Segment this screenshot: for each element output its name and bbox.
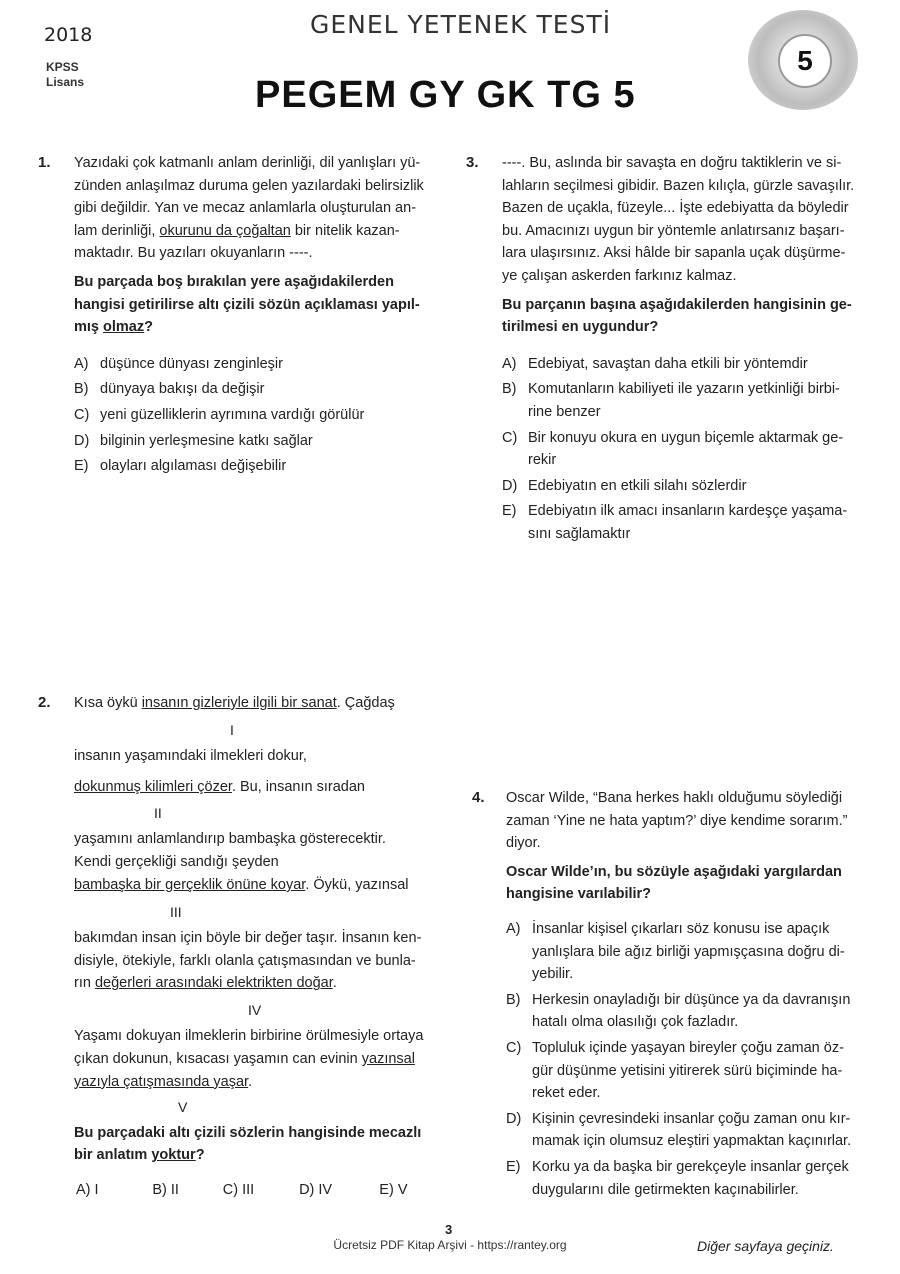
option-text: düşünce dünyası zenginleşir — [100, 355, 283, 372]
option-d[interactable] — [502, 475, 866, 498]
option-text — [532, 1037, 844, 1105]
option-line: mamak için olumsuz eleştiri yapmaktan kaçınırlar. — [532, 1133, 852, 1150]
option-letter: E) — [74, 458, 89, 475]
underlined-phrase: okurunu da çoğaltan — [159, 222, 291, 239]
stem-line: ye çalışan askerden farkınız kalmaz. — [502, 267, 737, 284]
option-line: Edebiyatın ilk amacı insanların kardeşçe yaşama- — [528, 503, 848, 520]
next-page-note: Diğer sayfaya geçiniz. — [697, 1238, 834, 1254]
option-text: bilginin yerleşmesine katkı sağlar — [100, 432, 313, 449]
question-stem — [502, 152, 866, 546]
option-line: hatalı olma olasılığı çok fazladır. — [532, 1014, 739, 1031]
prompt-line: tirilmesi en uygundur? — [502, 319, 659, 336]
prompt-text: ? — [195, 1147, 205, 1164]
kpss-label: KPSS — [46, 60, 79, 74]
option-letter: D) — [502, 477, 518, 494]
test-number-badge — [748, 10, 858, 110]
option-line: sını sağlamaktır — [528, 525, 631, 542]
question-prompt — [74, 1122, 438, 1168]
option-d[interactable] — [74, 430, 433, 453]
question-1 — [38, 152, 433, 478]
stem-text: rın — [74, 975, 95, 992]
option-e[interactable] — [502, 500, 866, 545]
underlined-phrase-1: insanın gizleriyle ilgili bir sanat — [141, 695, 337, 711]
stem-line — [74, 1048, 438, 1071]
option-text — [528, 475, 746, 498]
roman-numeral-5: V — [178, 1098, 188, 1115]
underlined-phrase-5a: yazınsal — [361, 1050, 415, 1067]
question-prompt — [506, 861, 867, 906]
stem-line: lahların seçilmesi gibidir. Bazen kılıçla, gürzle savaşılır. — [502, 177, 855, 194]
option-text — [528, 427, 843, 472]
roman-numeral-1: I — [230, 721, 234, 738]
stem-text: . — [332, 975, 337, 992]
stem-line: yaşamını anlamlandırıp bambaşka gösterecektir. — [74, 831, 386, 848]
option-text — [528, 353, 808, 376]
option-letter: E) — [502, 503, 517, 520]
option-letter: C) — [222, 1182, 239, 1199]
option-a[interactable] — [76, 1179, 152, 1202]
stem-line: bakımdan insan için böyle bir değer taşır. İnsanın ken- — [74, 929, 422, 946]
option-line: gür düşünme yetisini yitirerek sürü biçiminde ha- — [532, 1062, 843, 1079]
option-text — [532, 1108, 851, 1153]
stem-line: Kendi gerçekliği sandığı şeyden — [74, 854, 279, 871]
question-stem — [506, 787, 867, 1201]
answer-options — [506, 918, 867, 1201]
option-letter: C) — [74, 406, 90, 423]
option-letter: A) — [74, 355, 89, 372]
prompt-line: hangisi getirilirse altı çizili sözün açıklaması yapıl- — [74, 296, 420, 313]
badge-number: 5 — [778, 34, 832, 88]
option-c[interactable] — [506, 1037, 867, 1105]
option-line: Kişinin çevresindeki insanlar çoğu zaman onu kır- — [532, 1110, 851, 1127]
option-d[interactable] — [506, 1108, 867, 1153]
test-title: GENEL YETENEK TESTİ — [310, 10, 612, 39]
option-letter: B) — [152, 1182, 167, 1199]
option-line: yebilir. — [532, 966, 574, 983]
option-letter: A) — [502, 355, 517, 372]
question-4 — [472, 787, 867, 1201]
stem-line: lara ulaşırsınız. Aksi hâlde bir sapanla uçak düşürme- — [502, 245, 846, 262]
stem-text: . Öykü, yazınsal — [305, 876, 409, 893]
option-text: IV — [318, 1182, 333, 1199]
prompt-line — [74, 1144, 438, 1167]
option-letter: A) — [506, 920, 521, 937]
option-line: Bir konuyu okura en uygun biçemle aktarmak ge- — [528, 429, 844, 446]
stem-line — [74, 1071, 438, 1094]
prompt-line: Bu parçadaki altı çizili sözlerin hangisinde mecazlı — [74, 1124, 422, 1141]
stem-line: insanın yaşamındaki ilmekleri dokur, — [74, 747, 307, 764]
option-text: I — [94, 1182, 99, 1199]
option-line: rekir — [528, 452, 557, 469]
option-text — [532, 918, 845, 986]
option-b[interactable] — [506, 989, 867, 1034]
answer-options — [74, 353, 433, 478]
option-letter: C) — [502, 429, 518, 446]
stem-line: bu. Amacınızı uygun bir yöntemle anlatırsanız başarı- — [502, 222, 845, 239]
option-letter: E) — [506, 1158, 521, 1175]
question-3 — [466, 152, 866, 546]
option-line: rine benzer — [528, 403, 601, 420]
page-title: PEGEM GY GK TG 5 — [255, 74, 636, 116]
option-line: Komutanların kabiliyeti ile yazarın yetkinliği birbi- — [528, 381, 840, 398]
stem-text: Kısa öykü — [74, 695, 142, 711]
option-text: V — [397, 1182, 408, 1199]
roman-numeral-3: III — [170, 903, 182, 920]
option-line: reket eder. — [532, 1085, 601, 1102]
prompt-line: Oscar Wilde’ın, bu sözüyle aşağıdaki yargılardan — [506, 863, 842, 880]
question-number: 3. — [466, 154, 479, 171]
prompt-text: bir anlatım — [74, 1147, 152, 1164]
option-d[interactable] — [299, 1179, 379, 1202]
option-line: İnsanlar kişisel çıkarları söz konusu ise apaçık — [532, 920, 830, 937]
stem-line: gibi değildir. Yan ve mecaz anlamlarla oluşturulan an- — [74, 200, 417, 217]
option-text: dünyaya bakışı da değişir — [100, 381, 265, 398]
stem-line: zaman ‘Yine ne hata yaptım?’ diye kendime sorarım.” — [506, 812, 848, 829]
stem-line: Yazıdaki çok katmanlı anlam derinliği, dil yanlışları yü- — [74, 155, 421, 171]
option-text — [528, 378, 840, 423]
option-text: yeni güzelliklerin ayrımına vardığı görülür — [100, 406, 365, 423]
option-b[interactable] — [74, 378, 433, 401]
underlined-phrase-4: değerleri arasındaki elektrikten doğar — [94, 975, 333, 992]
prompt-line — [74, 316, 433, 339]
question-prompt — [74, 271, 433, 339]
option-b[interactable] — [502, 378, 866, 423]
stem-line: ----. Bu, aslında bir savaşta en doğru taktiklerin ve si- — [502, 155, 842, 171]
option-e[interactable] — [74, 455, 433, 478]
option-line: yanlışlara bile ağız birliği yapmışçasına doğru di- — [532, 943, 845, 960]
option-line: Topluluk içinde yaşayan bireyler çoğu zaman öz- — [532, 1039, 844, 1056]
prompt-line: Bu parçada boş bırakılan yere aşağıdakilerden — [74, 273, 394, 290]
option-text: II — [170, 1182, 179, 1199]
question-2 — [38, 692, 438, 1202]
option-c[interactable] — [74, 404, 433, 427]
option-letter: B) — [502, 381, 517, 398]
year-label: 2018 — [44, 24, 93, 46]
stem-line — [74, 874, 438, 897]
option-text — [532, 1156, 849, 1201]
stem-text: çıkan dokunun, kısacası yaşamın can evinin — [74, 1050, 362, 1067]
roman-numeral-4: IV — [248, 1002, 262, 1019]
option-b[interactable] — [152, 1179, 222, 1202]
stem-line: Yaşamı dokuyan ilmeklerin birbirine örülmesiyle ortaya — [74, 1028, 424, 1045]
question-prompt — [502, 294, 866, 339]
option-letter: D) — [299, 1182, 315, 1199]
prompt-text: ? — [144, 319, 153, 336]
answer-options — [76, 1179, 438, 1202]
stem-line — [74, 776, 438, 799]
option-letter: D) — [506, 1110, 522, 1127]
stem-line: maktadır. Bu yazıları okuyanların ----. — [74, 245, 313, 262]
option-letter: C) — [506, 1039, 522, 1056]
option-letter: B) — [506, 991, 521, 1008]
option-e[interactable] — [379, 1179, 438, 1202]
option-line: Edebiyat, savaştan daha etkili bir yöntemdir — [528, 355, 808, 372]
option-text: olayları algılaması değişebilir — [100, 458, 287, 475]
option-a[interactable] — [74, 353, 433, 376]
stem-text: . Çağdaş — [336, 695, 395, 711]
kpss-logo — [46, 60, 84, 90]
stem-line: Oscar Wilde, “Bana herkes haklı olduğumu söylediği — [506, 790, 843, 806]
stem-text: . — [248, 1073, 253, 1090]
option-text: III — [242, 1182, 255, 1199]
option-line: Herkesin onayladığı bir düşünce ya da davranışın — [532, 991, 851, 1008]
option-letter: D) — [74, 432, 90, 449]
stem-line: disiyle, ötekiyle, farklı olanla çatışmasından ve bunla- — [74, 952, 416, 969]
prompt-emphasis: olmaz — [103, 319, 145, 336]
roman-numeral-2: II — [154, 805, 162, 822]
underlined-phrase-5b: yazıyla çatışmasında yaşar — [74, 1073, 249, 1090]
source-footer: Ücretsiz PDF Kitap Arşivi - https://rantey.org — [333, 1238, 567, 1252]
stem-line: Bazen de uçakla, füzeyle... İşte edebiyatta da böyledir — [502, 200, 849, 217]
option-e[interactable] — [506, 1156, 867, 1201]
stem-line — [74, 220, 433, 243]
answer-options — [502, 353, 866, 546]
option-line: duygularını dile getirmekten kaçınabilirler. — [532, 1181, 799, 1198]
stem-line — [74, 972, 438, 995]
option-line: Edebiyatın en etkili silahı sözlerdir — [528, 477, 747, 494]
question-stem — [74, 692, 438, 1167]
option-c[interactable] — [502, 427, 866, 472]
question-number: 4. — [472, 789, 485, 806]
option-letter: E) — [379, 1182, 394, 1199]
option-c[interactable] — [223, 1179, 299, 1202]
question-stem — [74, 152, 433, 478]
stem-text: bir nitelik kazan- — [290, 222, 400, 239]
option-letter: B) — [74, 381, 89, 398]
option-a[interactable] — [502, 353, 866, 376]
stem-text: . Bu, insanın sıradan — [231, 778, 365, 795]
prompt-text: mış — [74, 319, 104, 336]
underlined-phrase-3: bambaşka bir gerçeklik önüne koyar — [74, 876, 306, 893]
stem-line: diyor. — [506, 835, 541, 852]
lisans-label: Lisans — [46, 75, 85, 89]
option-letter: A) — [76, 1182, 91, 1199]
prompt-line: hangisine varılabilir? — [506, 886, 652, 903]
question-number: 1. — [38, 154, 51, 171]
question-number: 2. — [38, 694, 51, 711]
option-a[interactable] — [506, 918, 867, 986]
page-number: 3 — [445, 1222, 453, 1237]
underlined-phrase-2: dokunmuş kilimleri çözer — [74, 778, 232, 795]
stem-text: lam derinliği, — [74, 222, 160, 239]
prompt-line: Bu parçanın başına aşağıdakilerden hangisinin ge- — [502, 296, 852, 313]
stem-line — [74, 692, 438, 715]
prompt-emphasis: yoktur — [151, 1147, 196, 1164]
option-line: Korku ya da başka bir gerekçeyle insanlar gerçek — [532, 1158, 849, 1175]
option-text — [528, 500, 847, 545]
stem-line: zünden anlaşılmaz duruma gelen yazılardaki belirsizlik — [74, 177, 424, 194]
option-text — [532, 989, 850, 1034]
